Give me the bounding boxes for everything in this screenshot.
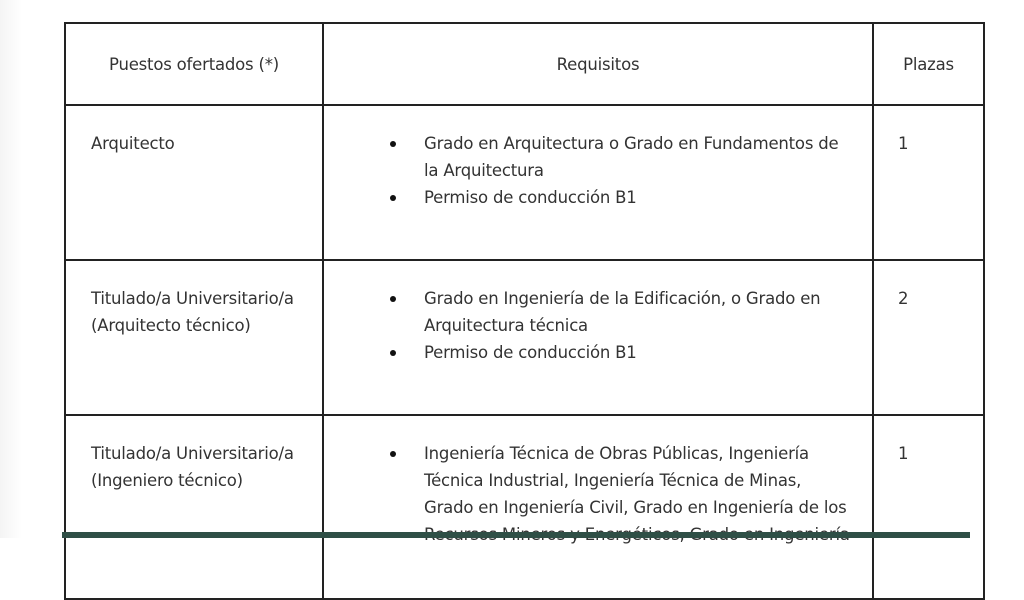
puesto-cell <box>65 260 323 415</box>
bottom-color-band <box>62 532 970 538</box>
puesto-cell <box>65 415 323 599</box>
requisito-item: Permiso de conducción B1 <box>424 184 852 211</box>
page-shadow-edge <box>0 0 22 538</box>
requisito-item: Grado en Ingeniería de la Edificación, o Grado en Arquitectura técnica <box>424 285 852 339</box>
plazas-cell: 1 <box>873 415 984 599</box>
puesto-subtitle: (Arquitecto técnico) <box>91 316 251 335</box>
puesto-subtitle: (Ingeniero técnico) <box>91 471 243 490</box>
table-header-row <box>65 23 984 105</box>
header-puestos: Puestos ofertados (*) <box>65 23 323 105</box>
table-row <box>65 260 984 415</box>
header-plazas: Plazas <box>873 23 984 105</box>
puesto-name: Arquitecto <box>91 134 175 153</box>
requisitos-list <box>324 285 852 366</box>
header-requisitos: Requisitos <box>323 23 873 105</box>
requisitos-cell <box>323 105 873 260</box>
puesto-cell <box>65 105 323 260</box>
positions-table <box>64 22 985 600</box>
plazas-cell: 1 <box>873 105 984 260</box>
requisito-item: Permiso de conducción B1 <box>424 339 852 366</box>
plazas-cell: 2 <box>873 260 984 415</box>
puesto-name: Titulado/a Universitario/a <box>91 289 294 308</box>
puesto-name: Titulado/a Universitario/a <box>91 444 294 463</box>
requisito-item: Grado en Arquitectura o Grado en Fundamentos de la Arquitectura <box>424 130 852 184</box>
requisito-item: Ingeniería Técnica de Obras Públicas, Ingeniería Técnica Industrial, Ingeniería Técnica de Minas, Grado en Ingeniería Civil, Grado en Ingeniería de los <box>424 440 852 548</box>
table-row <box>65 415 984 599</box>
requisitos-list <box>324 130 852 211</box>
requisitos-cell <box>323 260 873 415</box>
requisitos-cell <box>323 415 873 599</box>
table-row <box>65 105 984 260</box>
